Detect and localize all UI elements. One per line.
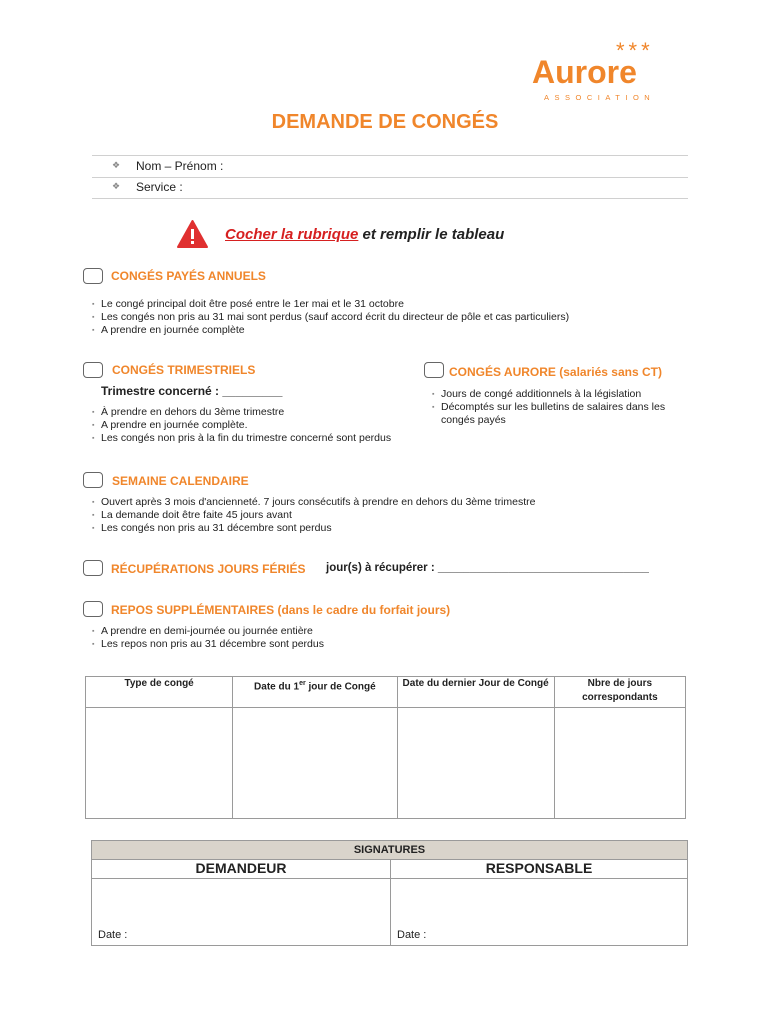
- instruction-rest: et remplir le tableau: [358, 226, 505, 243]
- section-title-recup: RÉCUPÉRATIONS JOURS FÉRIÉS: [111, 562, 306, 576]
- checkbox-repos-supplementaires[interactable]: [83, 601, 103, 617]
- col-type: Type de congé: [86, 677, 233, 708]
- responsable-date-label: Date :: [397, 929, 427, 941]
- warning-icon: [176, 219, 209, 249]
- instruction-link: Cocher la rubrique: [225, 226, 359, 243]
- list-annuels: [92, 298, 569, 337]
- list-item: ▪ Ouvert après 3 mois d'ancienneté. 7 jours consécutifs à prendre en dehors du 3ème trimestre: [92, 496, 535, 509]
- service-field[interactable]: [92, 177, 688, 199]
- jours-a-recuperer-field[interactable]: jour(s) à récupérer : _________________________________: [326, 562, 649, 574]
- col-date-first: Date du 1er jour de Congé: [233, 677, 397, 708]
- section-title-annuels: CONGÉS PAYÉS ANNUELS: [111, 269, 266, 283]
- demandeur-date-label: Date :: [98, 929, 128, 941]
- responsable-heading: RESPONSABLE: [391, 860, 688, 879]
- list-item: ▪ Les repos non pris au 31 décembre sont perdus: [92, 638, 324, 651]
- table-row: [86, 708, 686, 819]
- col-date-last: Date du dernier Jour de Congé: [397, 677, 554, 708]
- table-header-row: [86, 677, 686, 708]
- list-trimestriels: [92, 406, 391, 445]
- list-item: ▪ Les congés non pris au 31 mai sont perdus (sauf accord écrit du directeur de pôle et cas particuliers): [92, 311, 569, 324]
- section-title-aurore: CONGÉS AURORE (salariés sans CT): [449, 365, 662, 379]
- page-title: DEMANDE DE CONGÉS: [271, 111, 499, 133]
- demandeur-heading: DEMANDEUR: [92, 860, 391, 879]
- demandeur-signature-box[interactable]: [92, 879, 391, 946]
- list-item: ▪ A prendre en demi-journée ou journée entière: [92, 625, 324, 638]
- list-item: ▪ Les congés non pris au 31 décembre sont perdus: [92, 522, 535, 535]
- checkbox-conges-annuels[interactable]: [83, 268, 103, 284]
- conge-table: [85, 676, 686, 819]
- checkbox-semaine-calendaire[interactable]: [83, 472, 103, 488]
- checkbox-conges-aurore[interactable]: [424, 362, 444, 378]
- service-label: Service :: [136, 180, 183, 194]
- checkbox-conges-trimestriels[interactable]: [83, 362, 103, 378]
- responsable-signature-box[interactable]: [391, 879, 688, 946]
- aurore-logo: [530, 40, 680, 106]
- section-title-semaine: SEMAINE CALENDAIRE: [112, 474, 249, 488]
- diamond-bullet-icon: ❖: [112, 181, 121, 191]
- list-item: ▪ A prendre en journée complète.: [92, 419, 391, 432]
- cell-date-first[interactable]: [233, 708, 397, 819]
- list-item: ▪ La demande doit être faite 45 jours avant: [92, 509, 535, 522]
- list-item: ▪ À prendre en dehors du 3ème trimestre: [92, 406, 391, 419]
- list-item: ▪ Décomptés sur les bulletins de salaires dans les congés payés: [432, 401, 682, 427]
- name-label: Nom – Prénom :: [136, 159, 224, 173]
- list-repos: [92, 625, 324, 651]
- list-item: ▪ Jours de congé additionnels à la législation: [432, 388, 682, 401]
- list-semaine: [92, 496, 535, 535]
- list-item: ▪ Les congés non pris à la fin du trimestre concerné sont perdus: [92, 432, 391, 445]
- instruction: [225, 226, 504, 243]
- col-nbre: Nbre de jours correspondants: [554, 677, 685, 708]
- logo-word: Aurore: [532, 54, 637, 90]
- list-item: ▪ A prendre en journée complète: [92, 324, 569, 337]
- signature-table: [91, 840, 688, 946]
- diamond-bullet-icon: ❖: [112, 160, 121, 170]
- signatures-header: SIGNATURES: [92, 841, 688, 860]
- logo-stars: ***: [616, 38, 654, 63]
- name-field[interactable]: [92, 156, 688, 178]
- list-item: ▪ Le congé principal doit être posé entre le 1er mai et le 31 octobre: [92, 298, 569, 311]
- cell-date-last[interactable]: [397, 708, 554, 819]
- section-title-trimestriels: CONGÉS TRIMESTRIELS: [112, 363, 256, 377]
- checkbox-recuperations[interactable]: [83, 560, 103, 576]
- cell-type[interactable]: [86, 708, 233, 819]
- list-aurore: [432, 388, 682, 427]
- cell-nbre[interactable]: [554, 708, 685, 819]
- trimestre-concerne-field[interactable]: Trimestre concerné : _________: [101, 384, 283, 398]
- logo-subtitle: ASSOCIATION: [544, 93, 656, 102]
- section-title-repos: REPOS SUPPLÉMENTAIRES (dans le cadre du forfait jours): [111, 603, 451, 617]
